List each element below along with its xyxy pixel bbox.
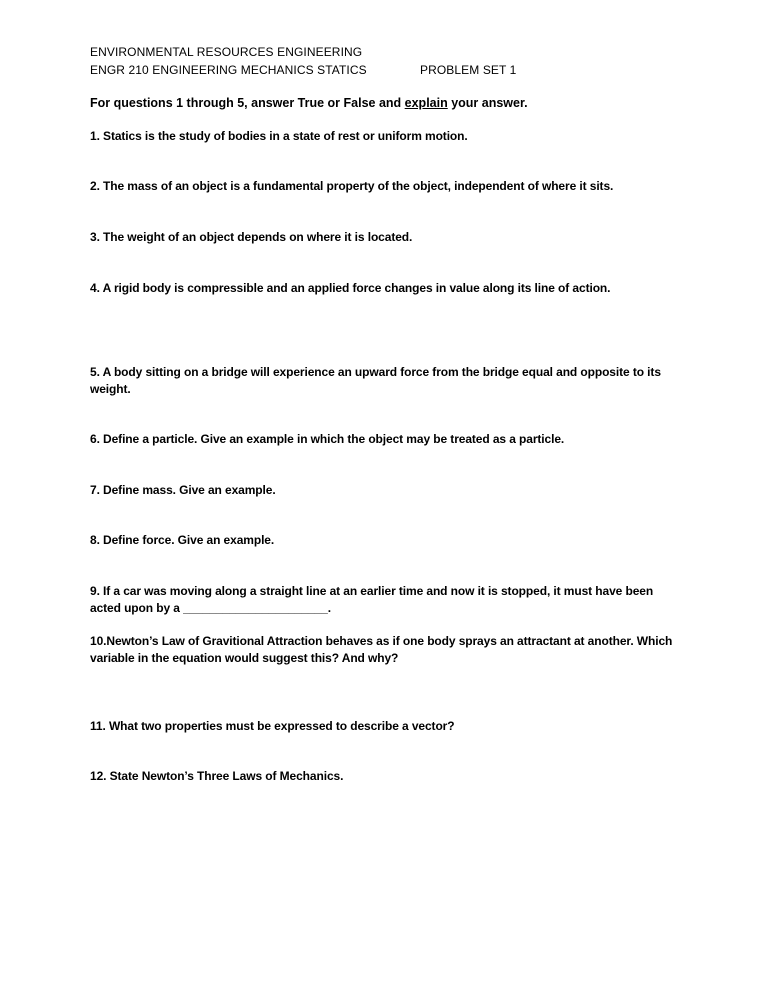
question-6: 6. Define a particle. Give an example in which the object may be treated as a particle.	[90, 432, 565, 446]
question-10: 10.Newton’s Law of Gravitional Attraction behaves as if one body sprays an attractant at another. Which variable in the equation would suggest this? And why?	[90, 634, 673, 665]
instructions	[90, 96, 528, 110]
question-12: 12. State Newton’s Three Laws of Mechanics.	[90, 769, 344, 783]
question-3: 3. The weight of an object depends on where it is located.	[90, 230, 413, 244]
question-11: 11. What two properties must be expressed to describe a vector?	[90, 719, 455, 733]
question-2: 2. The mass of an object is a fundamental property of the object, independent of where it sits.	[90, 179, 614, 193]
department-header: ENVIRONMENTAL RESOURCES ENGINEERING	[90, 45, 363, 59]
instructions-text-after: your answer.	[447, 96, 528, 110]
question-8: 8. Define force. Give an example.	[90, 533, 275, 547]
question-9: 9. If a car was moving along a straight line at an earlier time and now it is stopped, it must have been acted upon by a ______________________.	[90, 584, 654, 615]
instructions-text-before: For questions 1 through 5, answer True or False and	[90, 96, 405, 110]
question-5: 5. A body sitting on a bridge will experience an upward force from the bridge equal and opposite to its weight.	[90, 365, 661, 396]
question-4: 4. A rigid body is compressible and an applied force changes in value along its line of action.	[90, 281, 611, 295]
instructions-underlined-word: explain	[404, 96, 448, 110]
course-title: ENGR 210 ENGINEERING MECHANICS STATICS	[90, 63, 367, 77]
problem-set-label: PROBLEM SET 1	[420, 63, 517, 77]
question-1: 1. Statics is the study of bodies in a state of rest or uniform motion.	[90, 129, 468, 143]
question-7: 7. Define mass. Give an example.	[90, 483, 276, 497]
